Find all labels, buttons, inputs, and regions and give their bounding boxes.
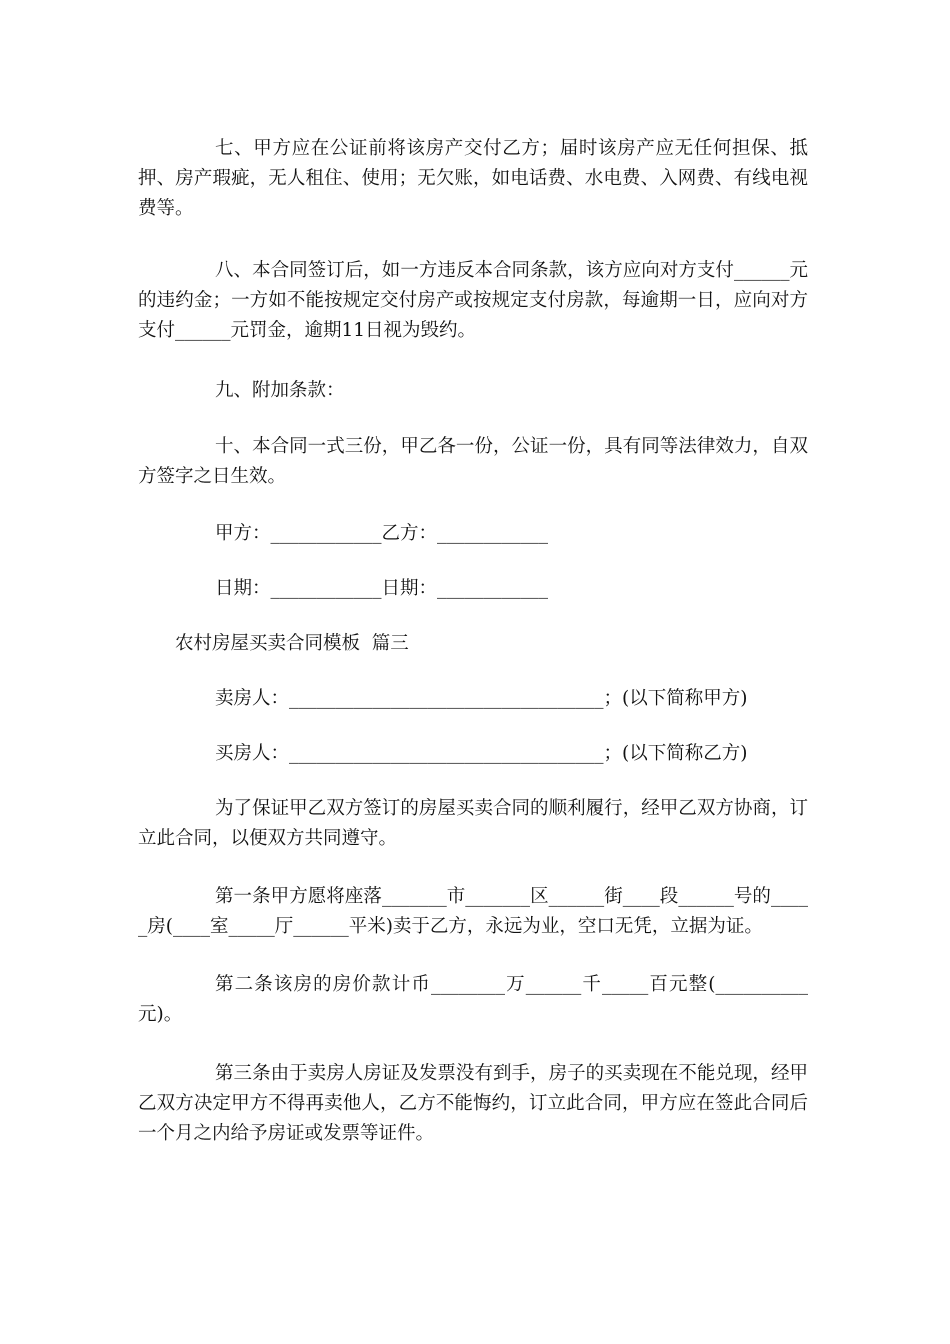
clause-8: 八、本合同签订后，如一方违反本合同条款，该方应向对方支付______元的违约金；一方如不能按规定交付房产或按规定支付房款，每逾期一日，应向对方支付______元罚金，逾期11日视为毁约。 bbox=[138, 260, 808, 341]
intro-paragraph: 为了保证甲乙双方签订的房屋买卖合同的顺利履行，经甲乙双方协商，订立此合同，以便双方共同遵守。 bbox=[138, 798, 808, 849]
clause-9: 九、附加条款： bbox=[215, 380, 345, 401]
article-1: 第一条甲方愿将座落_______市_______区______街____段______号的_____房(____室_____厅______平米)卖于乙方，永远为业，空口无凭，立据为证。 bbox=[138, 886, 808, 937]
article-2: 第二条该房的房价款计币________万______千_____百元整(__________元)。 bbox=[138, 974, 808, 1025]
article-3: 第三条由于卖房人房证及发票没有到手，房子的买卖现在不能兑现，经甲乙双方决定甲方不得再卖他人，乙方不能悔约，订立此合同，甲方应在签此合同后一个月之内给予房证或发票等证件。 bbox=[138, 1063, 808, 1144]
signature-dates-line: 日期：____________日期：____________ bbox=[215, 578, 549, 599]
section-title: 农村房屋买卖合同模板 篇三 bbox=[175, 633, 409, 654]
clause-10: 十、本合同一式三份，甲乙各一份，公证一份，具有同等法律效力，自双方签字之日生效。 bbox=[138, 436, 808, 487]
clause-7: 七、甲方应在公证前将该房产交付乙方；届时该房产应无任何担保、抵押、房产瑕疵，无人租住、使用；无欠账，如电话费、水电费、入网费、有线电视费等。 bbox=[138, 138, 808, 219]
buyer-line: 买房人：__________________________________；(以下简称乙方) bbox=[215, 743, 748, 764]
seller-line: 卖房人：__________________________________；(以下简称甲方) bbox=[215, 688, 748, 709]
signature-parties-line: 甲方：____________乙方：____________ bbox=[215, 523, 549, 544]
